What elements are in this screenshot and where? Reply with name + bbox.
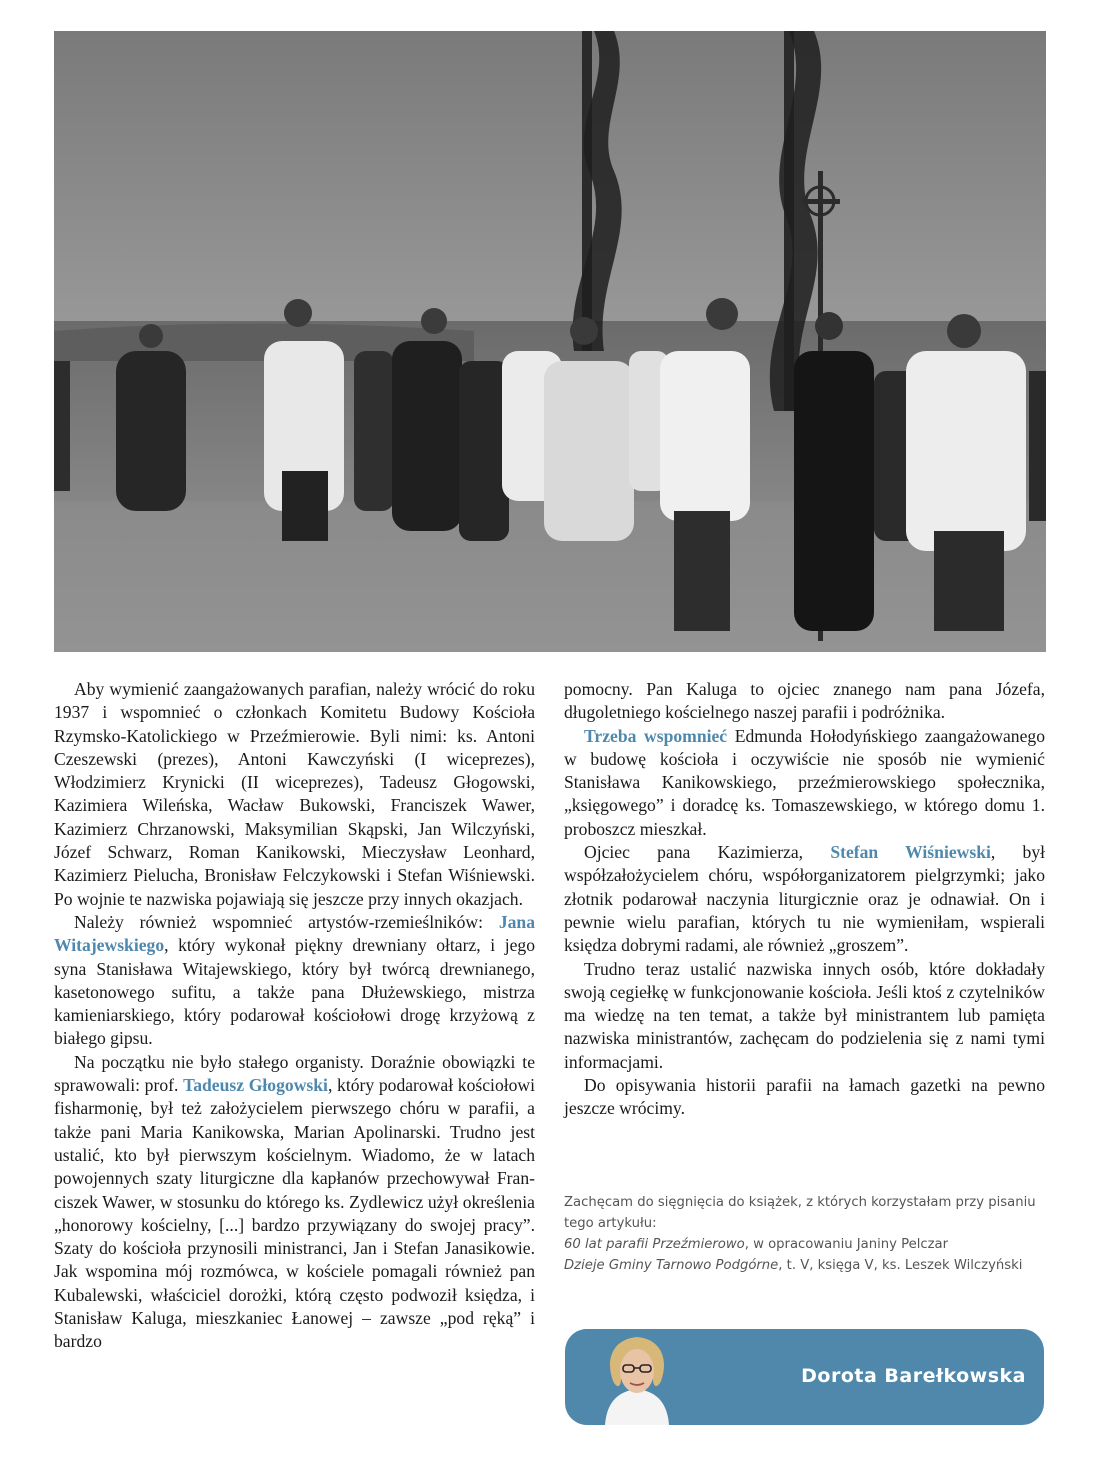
paragraph-text: , który wykonał piękny drewniany ołtarz, i jego syna Stanisława Witajewskiego, który był twórcą drewnianego, kasetonowego sufitu, a także pana Dłużewskiego, mistrza kamieniarskiego, który podarował kościołowi drogę krzyżową z białego gipsu. (54, 935, 535, 1049)
photo-drawing (54, 31, 1046, 652)
sources-intro: Zachęcam do sięgnięcia do książek, z których korzystałam przy pisaniu tego artykułu: (564, 1195, 1036, 1231)
article-paragraph (54, 678, 535, 911)
paragraph-text: Należy również wspomnieć artystów-rzemieślników: (74, 911, 499, 932)
paragraph-text: , który podarował kościołowi fisharmonię, był też założycielem pierwszego chóru w parafii, a także pani Maria Kanikowska, Marian Apolinarski. Trudno jest ustalić, kto był pierwszym kościelnym. Wiadomo, że w latach powojennych szaty liturgiczne dla kapłanów przechowywał Franciszek Wawer, w stosunku do którego ks. Zydlewicz użył określenia „honorowy kościelny, [...] bardzo przywiązany do swojej pracy”. Szaty do kościoła przynosili ministranci, Jan i Stefan Janasikowie. Jak wspomina mój rozmówca, w kościele pomagali również pan Kubalewski, właściciel dorożki, którą często podwoził księdza, i Stanisław Kaluga, mieszkaniec Łanowej – zawsze „pod ręką” i bardzo (54, 1075, 536, 1352)
article-paragraph (54, 911, 535, 1051)
paragraph-text: pomocny. Pan Kaluga to ojciec znanego nam pana Józefa, długoletniego kościelnego naszej parafii i podróżnika. (564, 679, 1045, 723)
source-book-2 (564, 1255, 1046, 1276)
author-name: Dorota Barełkowska (801, 1365, 1026, 1387)
author-box (565, 1329, 1044, 1425)
source-book-details: , w opracowaniu Janiny Pelczar (744, 1237, 949, 1252)
paragraph-text: Trudno teraz ustalić nazwiska innych osób, które dokładały swoją cegiełkę w funkcjonowanie kościoła. Jeśli ktoś z czytelników ma wiedzę na ten temat, a także był ministrantem lub pamięta nazwiska ministrantów, zachęcam do podzielenia się z nami tymi informacjami. (564, 958, 1045, 1072)
source-book-1 (564, 1234, 1046, 1255)
article-paragraph (54, 1051, 535, 1354)
source-book-title: Dzieje Gminy Tarnowo Podgórne (564, 1258, 779, 1273)
article-paragraph (564, 725, 1045, 841)
article-column-right (564, 678, 1045, 1121)
author-portrait (583, 1329, 691, 1425)
article-paragraph (564, 958, 1045, 1074)
source-book-details: , t. V, księga V, ks. Leszek Wilczyński (778, 1258, 1023, 1273)
article-paragraph (564, 678, 1045, 725)
paragraph-text: Edmunda Hołodyńskiego zaangażowanego w budowę kościoła i oczywiście nie sposób nie wymienić Stanisława Kanikowskiego, przeźmierowskiego społecznika, „księgowego” i doradcę ks. Tomaszewskiego, w którego domu 1. proboszcz mieszkał. (564, 725, 1045, 839)
article-paragraph (564, 841, 1045, 957)
paragraph-text: Na początku nie było stałego organisty. Doraźnie obowiązki te sprawowali: prof. (54, 1051, 535, 1096)
article-paragraph (564, 1074, 1045, 1121)
article-column-left (54, 678, 535, 1354)
paragraph-text: Aby wymienić zaangażowanych parafian, należy wrócić do roku 1937 i wspomnieć o członkach Komitetu Budowy Kościoła Rzymsko-Katolickiego w Przeźmierowie. Byli nimi: ks. Antoni Czeszewski (prezes), Antoni Kawczyński (I wiceprezes), Włodzimierz Krynicki (II wiceprezes), Tadeusz Głogowski, Kazimiera Wileńska, Wacław Bukowski, Franciszek Wawer, Kazimierz Chrzanowski, Maksymilian Skąpski, Jan Wilczyński, Józef Schwarz, Roman Kanikowski, Mieczysław Leonhard, Kazimierz Pielucha, Bronisław Felczykowski i Stefan Wiśniewski. Po wojnie te nazwiska pojawiają się jeszcze przy innych okazjach. (54, 679, 535, 909)
highlighted-name: Jana Witajewskiego (54, 911, 535, 956)
historical-photo (54, 31, 1046, 652)
highlighted-name: Tadeusz Głogowski (183, 1075, 328, 1096)
highlighted-name: Stefan Wiśniewski (830, 842, 991, 863)
paragraph-text: , był współzałożycielem chóru, współorganizatorem pielgrzymki; jako złotnik podarował naczynia liturgicznie oraz je odnawiał. On i pewnie wielu parafian, których tu nie wymieniłam, wspierali księdza dobrymi radami, ale również „groszem”. (564, 842, 1045, 956)
sources-note (564, 1192, 1046, 1276)
highlighted-name: Trzeba wspomnieć (584, 725, 728, 746)
source-book-title: 60 lat parafii Przeźmierowo (564, 1237, 745, 1252)
paragraph-text: Do opisywania historii parafii na łamach gazetki na pewno jeszcze wrócimy. (564, 1075, 1045, 1119)
paragraph-text: Ojciec pana Kazimierza, (584, 842, 831, 863)
